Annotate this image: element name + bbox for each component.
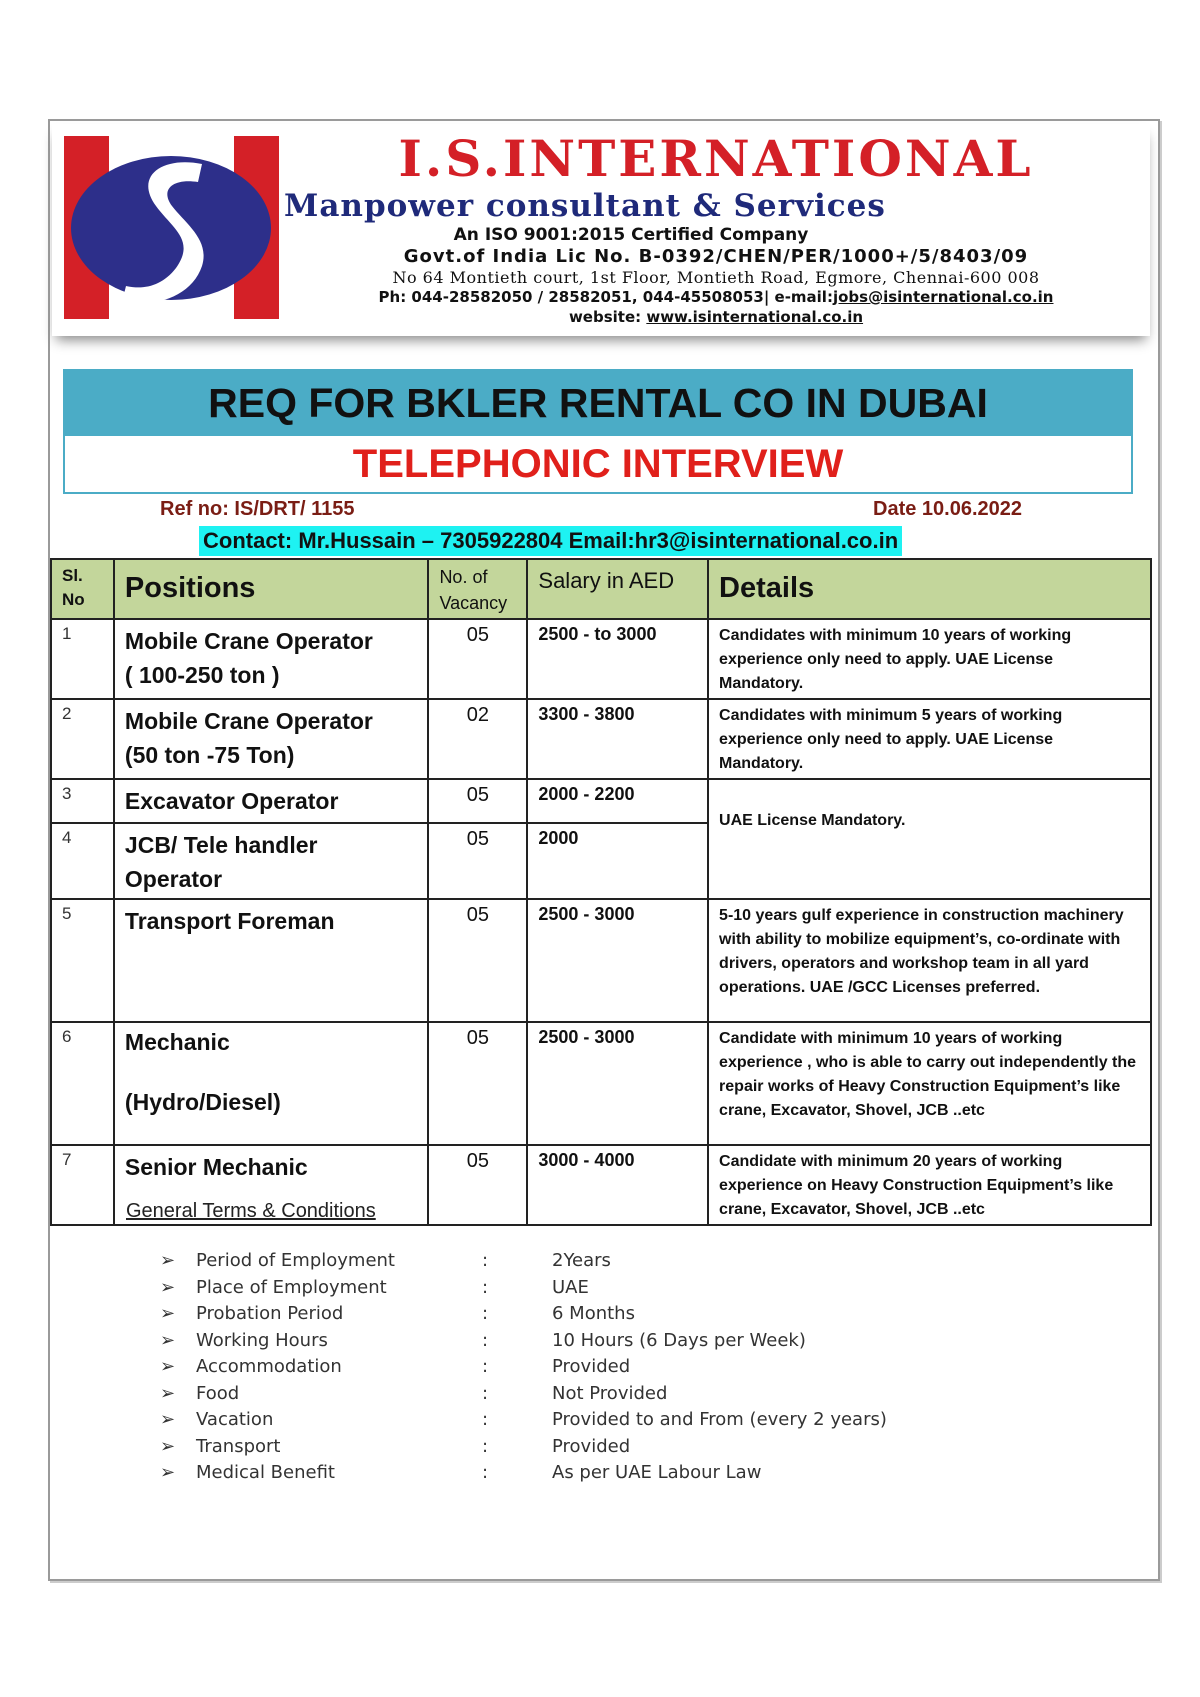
row-vacancy: 05 bbox=[428, 899, 527, 1022]
document-date: Date 10.06.2022 bbox=[873, 498, 1023, 520]
company-email-link[interactable]: jobs@isinternational.co.in bbox=[832, 288, 1054, 306]
term-value: 6 Months bbox=[552, 1303, 635, 1324]
row-sl: 6 bbox=[51, 1022, 114, 1145]
term-label: Working Hours bbox=[196, 1329, 328, 1351]
row-position: Mobile Crane Operator (50 ton -75 Ton) bbox=[114, 699, 429, 779]
row-vacancy: 05 bbox=[428, 1145, 527, 1225]
header-salary: Salary in AED bbox=[527, 559, 708, 619]
row-vacancy: 05 bbox=[428, 823, 527, 899]
row-details: 5-10 years gulf experience in construction machinery with ability to mobilize equipment’s, co-ordinate with drivers, operators and workshop team in all yard operations. UAE /GCC Licenses preferred. bbox=[708, 899, 1151, 1022]
term-value: Provided to and From (every 2 years) bbox=[552, 1409, 887, 1430]
term-value: Not Provided bbox=[552, 1382, 668, 1404]
list-item bbox=[160, 1303, 960, 1330]
table-row bbox=[51, 699, 1151, 779]
row-vacancy: 05 bbox=[428, 1022, 527, 1145]
arrow-bullet-icon: ➢ bbox=[160, 1356, 176, 1377]
term-value: Provided bbox=[552, 1356, 631, 1377]
term-colon: : bbox=[482, 1435, 489, 1457]
row-details: UAE License Mandatory. bbox=[708, 779, 1151, 899]
company-name: I.S.INTERNATIONAL bbox=[398, 129, 1034, 188]
requirement-title: REQ FOR BKLER RENTAL CO IN DUBAI bbox=[63, 369, 1133, 436]
letterhead bbox=[52, 124, 1150, 336]
row-salary: 3300 - 3800 bbox=[527, 699, 708, 779]
list-item bbox=[160, 1277, 960, 1304]
term-label: Period of Employment bbox=[196, 1250, 395, 1271]
table-header-row bbox=[51, 559, 1151, 619]
term-label: Vacation bbox=[196, 1409, 274, 1430]
list-item bbox=[160, 1409, 960, 1436]
iso-certification: An ISO 9001:2015 Certified Company bbox=[453, 225, 809, 245]
table-row bbox=[51, 779, 1151, 823]
row-salary: 2500 - 3000 bbox=[527, 1022, 708, 1145]
row-details: Candidate with minimum 10 years of working experience , who is able to carry out independently the repair works of Heavy Construction Equipment’s like crane, Excavator, Shovel, JCB ..etc bbox=[708, 1022, 1151, 1145]
list-item bbox=[160, 1356, 960, 1383]
arrow-bullet-icon: ➢ bbox=[160, 1250, 176, 1271]
row-details: Candidates with minimum 10 years of working experience only need to apply. UAE License Mandatory. bbox=[708, 619, 1151, 699]
row-sl: 2 bbox=[51, 699, 114, 779]
row-salary: 3000 - 4000 bbox=[527, 1145, 708, 1225]
row-salary: 2000 - 2200 bbox=[527, 779, 708, 823]
list-item bbox=[160, 1250, 960, 1277]
terms-title: General Terms & Conditions bbox=[126, 1200, 376, 1222]
website-label: website: bbox=[568, 308, 647, 326]
company-tagline: Manpower consultant & Services bbox=[284, 188, 886, 224]
row-sl: 3 bbox=[51, 779, 114, 823]
term-colon: : bbox=[482, 1356, 489, 1377]
term-label: Medical Benefit bbox=[196, 1462, 335, 1483]
row-position: Excavator Operator bbox=[114, 779, 429, 823]
row-position: Mechanic (Hydro/Diesel) bbox=[114, 1022, 429, 1145]
term-value: As per UAE Labour Law bbox=[552, 1462, 762, 1483]
row-details: Candidates with minimum 5 years of working experience only need to apply. UAE License Mandatory. bbox=[708, 699, 1151, 779]
row-salary: 2500 - 3000 bbox=[527, 899, 708, 1022]
arrow-bullet-icon: ➢ bbox=[160, 1329, 176, 1351]
term-label: Food bbox=[196, 1382, 240, 1404]
term-value: 10 Hours (6 Days per Week) bbox=[552, 1329, 806, 1351]
term-colon: : bbox=[482, 1276, 489, 1298]
phone-numbers: Ph: 044-28582050 / 28582051, 044-45508053| e-mail: bbox=[378, 288, 833, 306]
arrow-bullet-icon: ➢ bbox=[160, 1462, 176, 1483]
phone-line bbox=[286, 287, 1146, 307]
contact-line: Contact: Mr.Hussain – 7305922804 Email:hr3@isinternational.co.in bbox=[199, 526, 902, 556]
table-row bbox=[51, 899, 1151, 1022]
arrow-bullet-icon: ➢ bbox=[160, 1409, 176, 1430]
row-position: Senior Mechanic bbox=[114, 1145, 429, 1225]
arrow-bullet-icon: ➢ bbox=[160, 1435, 176, 1457]
reference-number: Ref no: IS/DRT/ 1155 bbox=[160, 498, 355, 520]
row-sl: 7 bbox=[51, 1145, 114, 1225]
licence-number: Govt.of India Lic No. B-0392/CHEN/PER/1000+/5/8403/09 bbox=[403, 246, 1029, 267]
row-sl: 1 bbox=[51, 619, 114, 699]
company-website-link[interactable]: www.isinternational.co.in bbox=[646, 308, 864, 326]
row-vacancy: 05 bbox=[428, 619, 527, 699]
term-value: Provided bbox=[552, 1435, 631, 1457]
row-sl: 4 bbox=[51, 823, 114, 899]
term-colon: : bbox=[482, 1250, 489, 1271]
term-colon: : bbox=[482, 1303, 489, 1324]
list-item bbox=[160, 1462, 960, 1489]
row-vacancy: 05 bbox=[428, 779, 527, 823]
header-positions: Positions bbox=[114, 559, 429, 619]
table-row bbox=[51, 1022, 1151, 1145]
row-salary: 2000 bbox=[527, 823, 708, 899]
company-address: No 64 Montieth court, 1st Floor, Montieth Road, Egmore, Chennai-600 008 bbox=[392, 268, 1040, 287]
company-logo bbox=[64, 136, 279, 319]
list-item bbox=[160, 1436, 960, 1463]
term-colon: : bbox=[482, 1462, 489, 1483]
terms-list bbox=[160, 1250, 960, 1489]
term-colon: : bbox=[482, 1382, 489, 1404]
arrow-bullet-icon: ➢ bbox=[160, 1303, 176, 1324]
table-row bbox=[51, 619, 1151, 699]
arrow-bullet-icon: ➢ bbox=[160, 1276, 176, 1298]
header-sl-no: Sl. No bbox=[51, 559, 114, 619]
term-colon: : bbox=[482, 1409, 489, 1430]
positions-table bbox=[50, 558, 1152, 1226]
arrow-bullet-icon: ➢ bbox=[160, 1382, 176, 1404]
row-position: Transport Foreman bbox=[114, 899, 429, 1022]
row-vacancy: 02 bbox=[428, 699, 527, 779]
term-label: Accommodation bbox=[196, 1356, 342, 1377]
term-label: Transport bbox=[196, 1435, 281, 1457]
term-label: Probation Period bbox=[196, 1303, 344, 1324]
term-colon: : bbox=[482, 1329, 489, 1351]
list-item bbox=[160, 1330, 960, 1357]
row-salary: 2500 - to 3000 bbox=[527, 619, 708, 699]
term-value: UAE bbox=[552, 1276, 589, 1298]
row-sl: 5 bbox=[51, 899, 114, 1022]
row-position: JCB/ Tele handler Operator bbox=[114, 823, 429, 899]
header-vacancy: No. of Vacancy bbox=[428, 559, 527, 619]
row-position: Mobile Crane Operator ( 100-250 ton ) bbox=[114, 619, 429, 699]
header-details: Details bbox=[708, 559, 1151, 619]
row-details: Candidate with minimum 20 years of working experience on Heavy Construction Equipment’s like crane, Excavator, Shovel, JCB ..etc bbox=[708, 1145, 1151, 1225]
website-line bbox=[286, 307, 1146, 327]
term-value: 2Years bbox=[552, 1250, 611, 1271]
term-label: Place of Employment bbox=[196, 1276, 387, 1298]
interview-type: TELEPHONIC INTERVIEW bbox=[63, 436, 1133, 494]
list-item bbox=[160, 1383, 960, 1410]
